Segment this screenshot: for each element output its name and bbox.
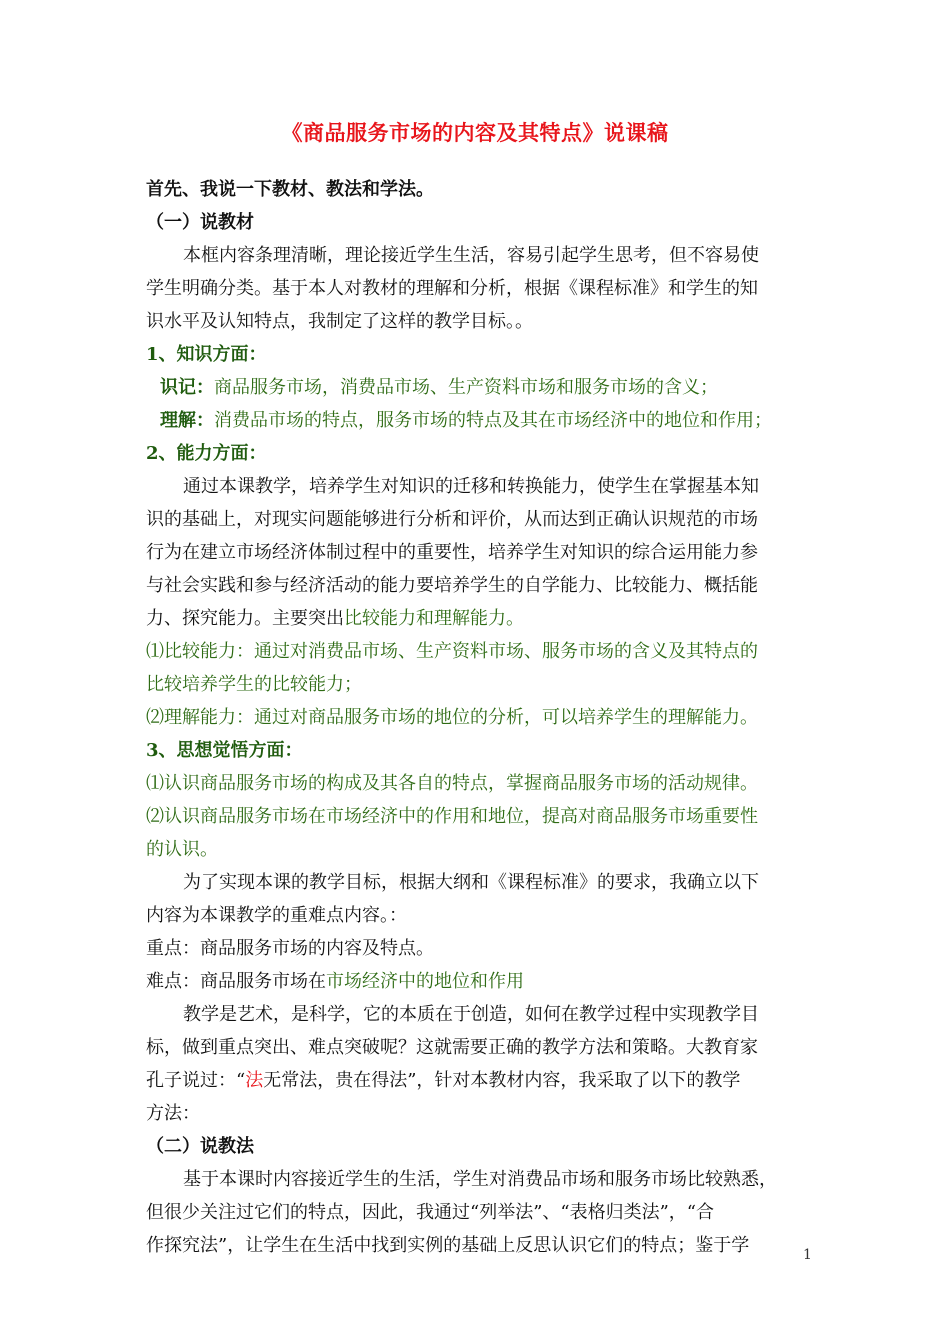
paragraph-line: 与社会实践和参与经济活动的能力要培养学生的自学能力、比较能力、概括能 xyxy=(146,575,758,596)
text-understand: 消费品市场的特点，服务市场的特点及其在市场经济中的地位和作用； xyxy=(214,410,772,431)
difficult-point-text: 难点：商品服务市场在 xyxy=(146,971,326,992)
intro-line: 首先、我说一下教材、教法和学法。 xyxy=(146,179,434,200)
paragraph-line: 方法： xyxy=(146,1103,200,1124)
paragraph-line: 识水平及认知特点，我制定了这样的教学目标。。 xyxy=(146,311,533,332)
highlight-text: 比较能力和理解能力。 xyxy=(344,608,524,629)
document-title: 《商品服务市场的内容及其特点》说课稿 xyxy=(281,120,669,145)
section-heading-textbook: （一）说教材 xyxy=(146,212,254,233)
ability-compare-line: 比较培养学生的比较能力； xyxy=(146,674,362,695)
paragraph-line: 内容为本课教学的重难点内容。： xyxy=(146,905,407,926)
paragraph-line xyxy=(146,1069,740,1093)
attitude-line: 的认识。 xyxy=(146,839,218,860)
paragraph-line: 为了实现本课的教学目标，根据大纲和《课程标准》的要求，我确立以下 xyxy=(183,872,759,893)
paragraph-line: 通过本课教学，培养学生对知识的迁移和转换能力，使学生在掌握基本知 xyxy=(183,476,759,497)
label-understand: 理解： xyxy=(160,410,214,431)
goal-heading-ability: 2、能力方面： xyxy=(146,443,267,464)
paragraph-text: 力、探究能力。主要突出 xyxy=(146,608,344,629)
goal-heading-knowledge: 1、知识方面： xyxy=(146,344,267,365)
difficult-point-highlight: 市场经济中的地位和作用 xyxy=(326,971,524,992)
quote-highlight: 法 xyxy=(245,1070,264,1091)
quote-text: 孔子说过：“ xyxy=(146,1070,246,1091)
paragraph-line: 识的基础上，对现实问题能够进行分析和评价，从而达到正确认识规范的市场 xyxy=(146,509,758,530)
knowledge-understand-line xyxy=(160,409,772,433)
ability-compare-line: ⑴比较能力：通过对消费品市场、生产资料市场、服务市场的含义及其特点的 xyxy=(146,641,758,662)
paragraph-line: 本框内容条理清晰，理论接近学生生活，容易引起学生思考，但不容易使 xyxy=(183,245,759,266)
goal-heading-attitude: 3、思想觉悟方面： xyxy=(146,740,303,761)
quote-text: 无常法，贵在得法”，针对本教材内容，我采取了以下的教学 xyxy=(263,1070,741,1091)
label-memorize: 识记： xyxy=(160,377,214,398)
text-memorize: 商品服务市场，消费品市场、生产资料市场和服务市场的含义； xyxy=(214,377,718,398)
attitude-line: ⑴认识商品服务市场的构成及其各自的特点，掌握商品服务市场的活动规律。 xyxy=(146,773,758,794)
difficult-point-line xyxy=(146,970,524,994)
paragraph-line: 教学是艺术，是科学，它的本质在于创造，如何在教学过程中实现教学目 xyxy=(183,1004,759,1025)
paragraph-line: 行为在建立市场经济体制过程中的重要性，培养学生对知识的综合运用能力参 xyxy=(146,542,758,563)
paragraph-line: 但很少关注过它们的特点，因此，我通过“列举法”、“表格归类法”，“合 xyxy=(146,1202,715,1223)
attitude-line: ⑵认识商品服务市场在市场经济中的作用和地位，提高对商品服务市场重要性 xyxy=(146,806,758,827)
knowledge-memorize-line xyxy=(160,376,718,400)
ability-understand-line: ⑵理解能力：通过对商品服务市场的地位的分析，可以培养学生的理解能力。 xyxy=(146,707,758,728)
section-heading-method: （二）说教法 xyxy=(146,1136,254,1157)
paragraph-line: 作探究法”，让学生在生活中找到实例的基础上反思认识它们的特点；鉴于学 xyxy=(146,1235,750,1256)
page-number: 1 xyxy=(803,1247,812,1263)
paragraph-line: 标，做到重点突出、难点突破呢？这就需要正确的教学方法和策略。大教育家 xyxy=(146,1037,758,1058)
paragraph-line xyxy=(146,607,524,631)
key-point-line: 重点：商品服务市场的内容及特点。 xyxy=(146,938,434,959)
paragraph-line: 学生明确分类。基于本人对教材的理解和分析，根据《课程标准》和学生的知 xyxy=(146,278,758,299)
paragraph-line: 基于本课时内容接近学生的生活，学生对消费品市场和服务市场比较熟悉， xyxy=(183,1169,777,1190)
